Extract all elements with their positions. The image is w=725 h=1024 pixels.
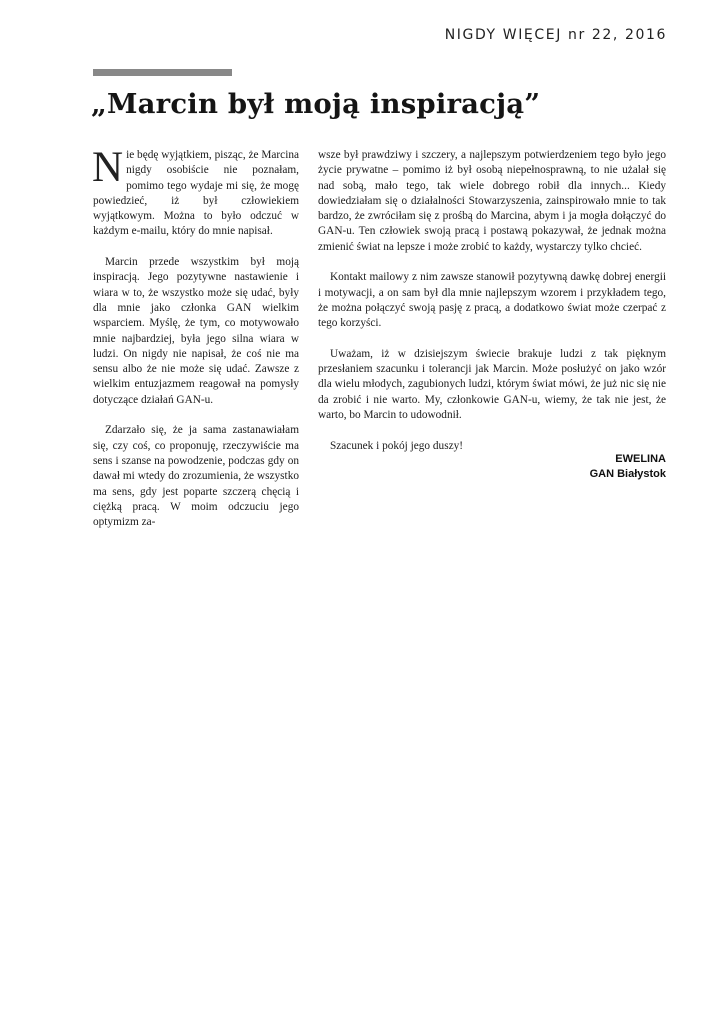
author-name: EWELINA (615, 453, 666, 465)
author-organization: GAN Białystok (589, 468, 666, 480)
running-header: NIGDY WIĘCEJ nr 22, 2016 (444, 27, 667, 43)
paragraph: Uważam, iż w dzisiejszym świecie brakuje ludzi z tak pięknym przesłaniem szacunku i tolerancji jak Marcin. Może posłużyć on jako wzór dla wielu młodych, zagubionych ludzi, którym świat mówi, że już nic się nie da zrobić i nie warto. My, członkowie GAN-u, wiemy, że tak nie jest, że warto, bo Marcin to udowodnił. (318, 347, 666, 422)
paragraph-text: ie będę wyjątkiem, pisząc, że Marcina nigdy osobiście nie poznałam, pomimo tego wydaje mi się, że mogę powiedzieć, iż był człowiekiem wyjątkowym. Można to było odczuć w każdym e-mailu, który do mnie napisał. (93, 149, 299, 238)
decorative-rule (93, 69, 232, 76)
paragraph: wsze był prawdziwy i szczery, a najlepszym potwierdzeniem tego było jego życie prywatne – pomimo iż był osobą niepełnosprawną, to nie użalał się nad sobą, mało tego, tak wiele dobrego robił dla innych... Kiedy dowiedziałam się o działalności Stowarzyszenia, zainspirowało mnie to tak bardzo, że zwróciłam się z prośbą do Marcina, abym i ja mogła dołączyć do GAN-u. Ten człowiek swoją pracą i postawą pokazywał, że jednak można zmienić świat na lepsze i może zrobić to każdy, wystarczy tylko chcieć. (318, 149, 666, 253)
paragraph: Szacunek i pokój jego duszy! (330, 439, 464, 452)
drop-cap: N (92, 144, 124, 191)
paragraph: Zdarzało się, że ja sama zastanawiałam się, czy coś, co proponuję, rzeczywiście ma sens i szanse na powodzenie, podczas gdy on dawał mi wtedy do zrozumienia, że wszystko ma sens, gdy jest poparte szczerą chęcią i ciężką pracą. W moim odczuciu jego optymizm za- (93, 424, 299, 529)
author-signature (590, 452, 666, 482)
article-column-right (318, 148, 666, 469)
paragraph: Kontakt mailowy z nim zawsze stanowił pozytywną dawkę dobrej energii i motywacji, a on sam był dla mnie najlepszym wzorem i przykładem tego, że można połączyć swoją pasję z pracą, a dodatkowo świat może czerpać z tego korzyści. (318, 271, 666, 330)
article-title: „Marcin był moją inspiracją” (91, 88, 541, 120)
paragraph (92, 144, 299, 240)
article-column-left (92, 144, 299, 546)
paragraph: Marcin przede wszystkim był moją inspiracją. Jego pozytywne nastawienie i wiara w to, że wszystko może się udać, były dla mnie jako członka GAN wielkim wsparciem. Myślę, że tym, co motywowało mnie najbardziej, była jego silna wiara w ludzi. On nigdy nie napisał, że coś nie ma sensu albo że nie może się udać. Zawsze z wielkim entuzjazmem reagował na pomysły dotyczące działań GAN-u. (93, 256, 299, 406)
